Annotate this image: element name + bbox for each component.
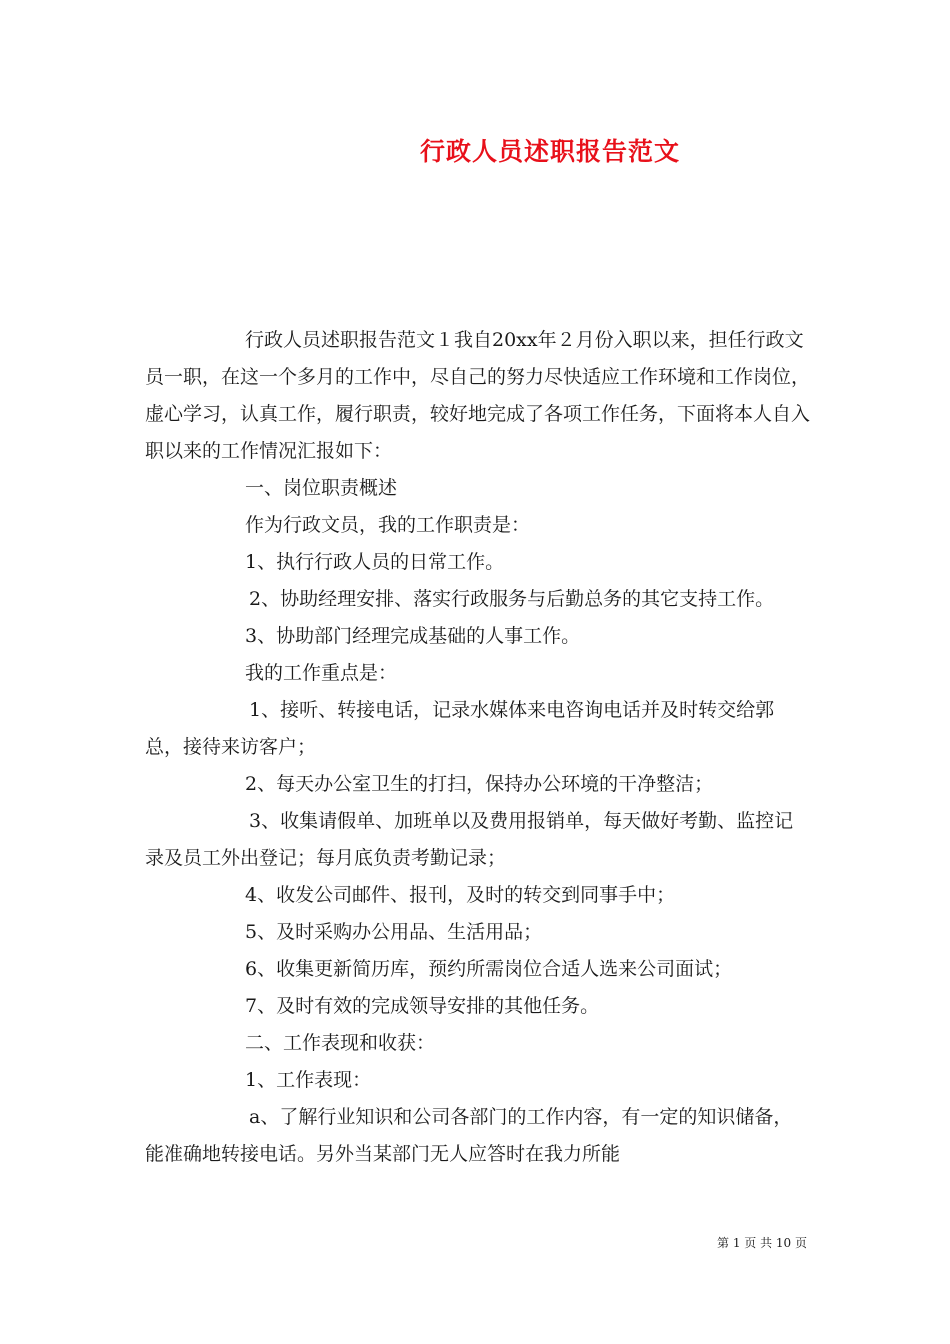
section-heading-2: 二、工作表现和收获： xyxy=(245,1032,436,1054)
list-item: 2、协助经理安排、落实行政服务与后勤总务的其它支持工作。 xyxy=(249,588,775,610)
page-number: 第 1 页 共 10 页 xyxy=(717,1236,807,1250)
paragraph: a、了解行业知识和公司各部门的工作内容，有一定的知识储备，能准确地转接电话。另外当某部门无人应答时在我力所能 xyxy=(145,1106,793,1165)
document-body xyxy=(145,322,811,1173)
paragraph: 我的工作重点是： xyxy=(245,662,398,684)
list-item: 1、执行行政人员的日常工作。 xyxy=(245,551,505,573)
list-item: 5、及时采购办公用品、生活用品； xyxy=(245,921,543,943)
list-item: 1、接听、转接电话，记录水媒体来电咨询电话并及时转交给郭总，接待来访客户； xyxy=(145,699,775,758)
subsection-heading: 1、工作表现： xyxy=(245,1069,372,1091)
document-title: 行政人员述职报告范文 xyxy=(419,137,680,166)
paragraph-intro: 行政人员述职报告范文１我自20xx年２月份入职以来，担任行政文员一职，在这一个多月的工作中，尽自己的努力尽快适应工作环境和工作岗位，虚心学习，认真工作，履行职责，较好地完成了各项工作任务，下面将本人自入职以来的工作情况汇报如下： xyxy=(145,329,811,462)
list-item: 7、及时有效的完成领导安排的其他任务。 xyxy=(245,995,600,1017)
list-item: 2、每天办公室卫生的打扫，保持办公环境的干净整洁； xyxy=(245,773,714,795)
paragraph: 作为行政文员，我的工作职责是： xyxy=(245,514,531,536)
list-item: 3、协助部门经理完成基础的人事工作。 xyxy=(245,625,581,647)
list-item: 6、收集更新简历库，预约所需岗位合适人选来公司面试； xyxy=(245,958,733,980)
section-heading-1: 一、岗位职责概述 xyxy=(245,477,398,499)
list-item: 4、收发公司邮件、报刊，及时的转交到同事手中； xyxy=(245,884,676,906)
list-item: 3、收集请假单、加班单以及费用报销单，每天做好考勤、监控记录及员工外出登记；每月底负责考勤记录； xyxy=(145,810,794,869)
